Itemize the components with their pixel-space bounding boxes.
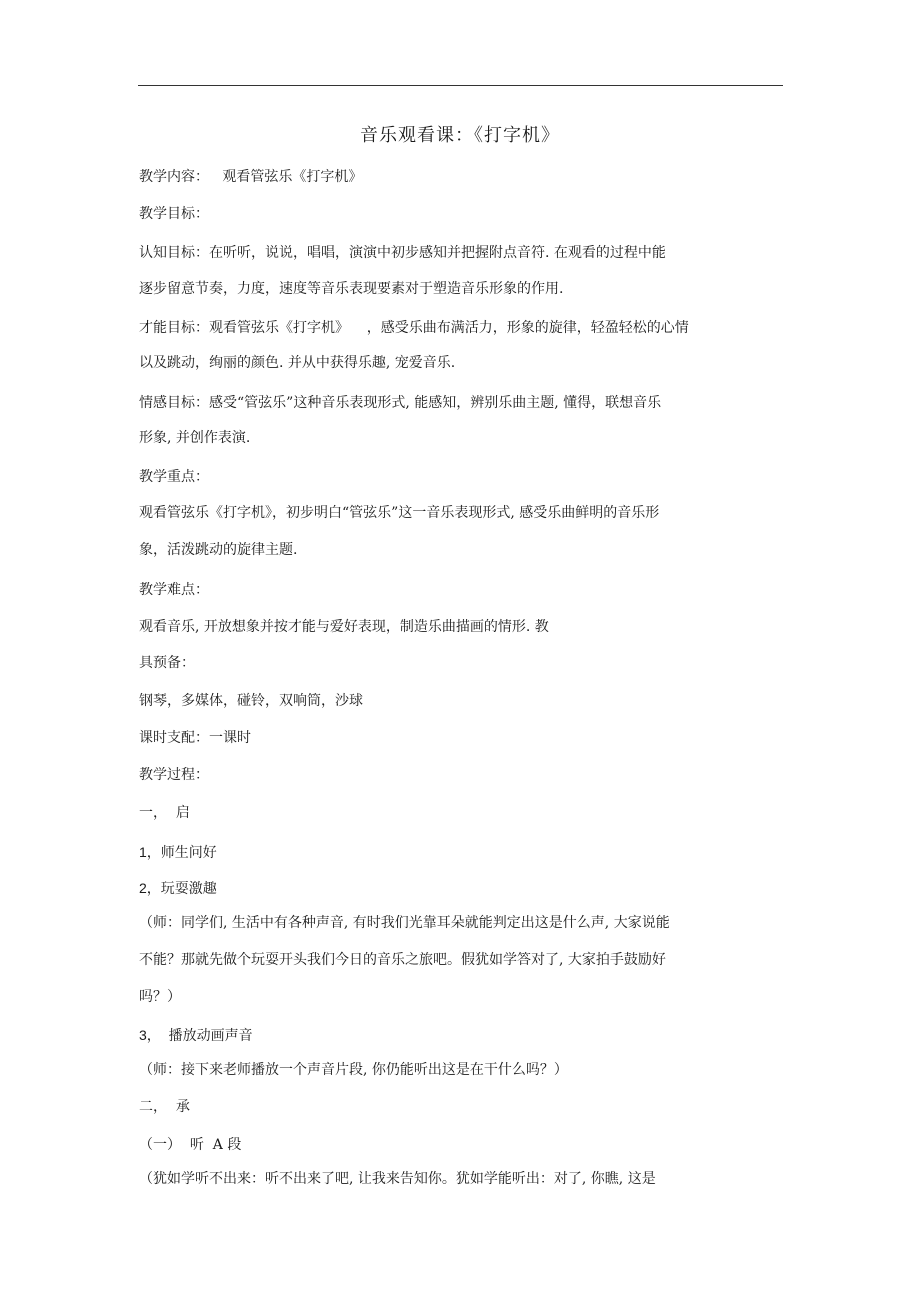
- text-line: 教学难点：: [139, 582, 209, 598]
- text-line: 2，玩耍激趣: [139, 880, 217, 896]
- text-line: （师：接下来老师播放一个声音片段, 你仍能听出这是在干什么吗？）: [139, 1062, 568, 1078]
- text-line: 教学内容： 观看管弦乐《打字机》: [139, 169, 363, 185]
- text-line: 象，活泼跳动的旋律主题.: [139, 542, 298, 558]
- text-line: 才能目标：观看管弦乐《打字机》 ，感受乐曲布满活力，形象的旋律，轻盈轻松的心情: [139, 320, 689, 336]
- text-line: 3， 播放动画声音: [139, 1027, 253, 1043]
- text-line: 观看音乐, 开放想象并按才能与爱好表现，制造乐曲描画的情形. 教: [139, 619, 549, 635]
- text-line: 观看管弦乐《打字机》，初步明白“管弦乐”这一音乐表现形式, 感受乐曲鲜明的音乐形: [139, 505, 660, 521]
- text-line: 情感目标：感受“管弦乐”这种音乐表现形式, 能感知，辨别乐曲主题, 懂得，联想音乐: [139, 395, 662, 411]
- text-line: 1，师生问好: [139, 844, 217, 860]
- document-title: 音乐观看课：《打字机》: [360, 125, 560, 146]
- text-line: 一， 启: [139, 805, 190, 821]
- text-line: 逐步留意节奏，力度，速度等音乐表现要素对于塑造音乐形象的作用.: [139, 281, 564, 297]
- text-line: （师：同学们, 生活中有各种声音, 有时我们光靠耳朵就能判定出这是什么声, 大家说能: [139, 915, 670, 931]
- header-rule: [138, 85, 783, 86]
- text-line: 教学重点：: [139, 469, 209, 485]
- text-line: 具预备：: [139, 655, 195, 671]
- text-line: 课时支配：一课时: [139, 730, 251, 746]
- text-line: 教学目标：: [139, 206, 209, 222]
- text-line: 认知目标：在听听，说说，唱唱，演演中初步感知并把握附点音符. 在观看的过程中能: [139, 245, 666, 261]
- text-line: 二， 承: [139, 1099, 190, 1115]
- text-line: 教学过程：: [139, 767, 209, 783]
- text-line: （犹如学听不出来：听不出来了吧, 让我来告知你。犹如学能听出：对了, 你瞧, 这是: [139, 1171, 656, 1187]
- text-line: 不能？那就先做个玩耍开头我们今日的音乐之旅吧。假犹如学答对了, 大家拍手鼓励好: [139, 952, 666, 968]
- text-line: （一） 听 A 段: [139, 1137, 242, 1153]
- text-line: 形象, 并创作表演.: [139, 430, 251, 446]
- text-line: 吗？）: [139, 989, 181, 1005]
- text-line: 钢琴，多媒体，碰铃，双响筒，沙球: [139, 693, 363, 709]
- text-line: 以及跳动，绚丽的颜色. 并从中获得乐趣, 宠爱音乐.: [139, 355, 456, 371]
